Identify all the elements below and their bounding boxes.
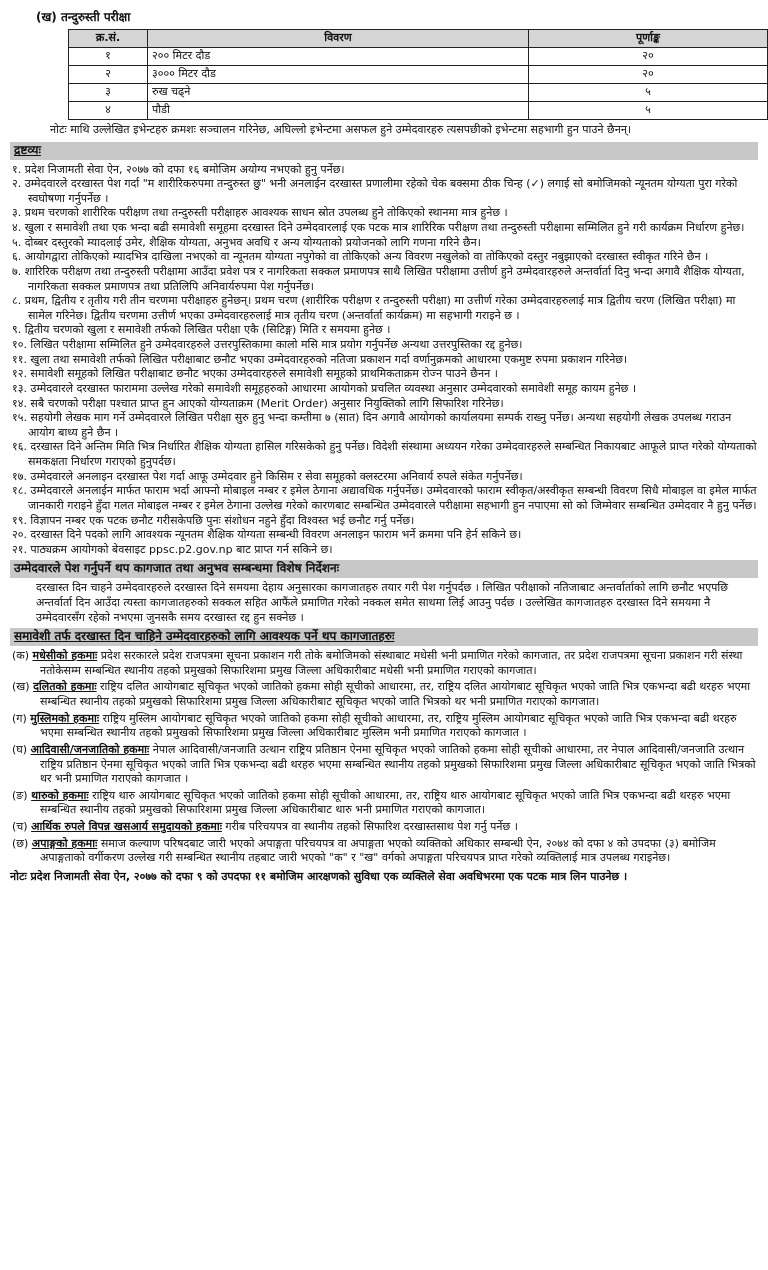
header-serial: क्र.सं.	[69, 29, 148, 47]
list-item: १४. सबै चरणको परीक्षा पश्चात प्राप्त हुन आएको योग्यताक्रम (Merit Order) अनुसार नियुक्तिको लागि सिफारिश गरिनेछ।	[12, 396, 504, 410]
list-item: १५. सहयोगी लेखक माग गर्ने उम्मेदवारले लिखित परीक्षा सुरु हुनु भन्दा कम्तीमा ७ (सात) दिन अगावै आयोगको कार्यालयमा सम्पर्क राख्नु पर्नेछ। अन्यथा सहयोगी लेखक उपलब्ध गराउन आयोग बाध्य हुने छैन ।	[12, 411, 732, 439]
list-item: (छ) अपाङ्गको हकमाः समाज कल्याण परिषदबाट जारी भएको अपाङ्गता परिचयपत्र वा अपाङ्गता भएको व्यक्तिको अधिकार सम्बन्धी ऐन, २०७४ को दफा ४ को उपदफा (३) बमोजिम अपाङ्गताको वर्गीकरण उल्लेख गरी सम्बन्धित स्थानीय तहबाट जारी भएको "क" र "ख" वर्गको अपाङ्गता परिचयपत्र प्राप्त गरेको व्यक्तिलाई मात्र उपलब्ध गराइनेछ।	[12, 836, 716, 865]
document-page	[10, 0, 758, 885]
list-item: (क) मधेसीको हकमाः प्रदेश सरकारले प्रदेश राजपत्रमा सूचना प्रकाशन गरी तोके बमोजिमको संस्थाबाट मधेसी भनी प्रमाणित गरेको कागजात, तर प्रदेश राजपत्रमा सूचना प्रकाशन गरी संस्था नतोकेसम्म सम्बन्धित स्थानीय तहको प्रमुखको सिफारिशमा प्रमुख जिल्ला अधिकारीबाट मधेसी भनी प्रमाणित गराएको कागजात।	[12, 649, 743, 677]
fitness-note: नोटः माथि उल्लेखित इभेन्टहरु क्रमशः सञ्चालन गरिनेछ, अघिल्लो इभेन्टमा असफल हुने उम्मेदवारहरु त्यसपछीको इभेन्टमा सहभागी हुन पाउने छैनन्।	[50, 122, 632, 136]
serial-cell: ४	[69, 101, 148, 119]
list-item: ८. प्रथम, द्वितीय र तृतीय गरी तीन चरणमा परीक्षाहरु हुनेछन्। प्रथम चरण (शारीरिक परीक्षण र तन्दुरुस्ती परीक्षा) मा उत्तीर्ण गरेका उम्मेदवारहरुलाई मात्र द्वितीय चरण (लिखित परीक्षा) मा सामेल गरिनेछ। द्वितीय चरणमा उत्तीर्ण भएका उम्मेदवारहरुलाई मात्र तृतीय चरण (अन्तर्वार्ता कार्यक्रम) मा सहभागी गराइने छ ।	[12, 294, 736, 322]
header-description: विवरण	[148, 29, 529, 47]
fitness-table	[68, 29, 768, 120]
table-header-row	[69, 29, 768, 47]
list-item: २. उम्मेदवारले दरखास्त पेश गर्दा "म शारीरिकरुपमा तन्दुरुस्त छु" भनी अनलाईन दरखास्त प्रणालीमा रहेको चेक बक्समा ठीक चिन्ह (✓) लगाई सो बमोजिमको न्यूनतम योग्यता पुरा गरेको स्वघोषणा गर्नुपर्नेछ ।	[12, 177, 738, 205]
list-item: ७. शारिरिक परीक्षण तथा तन्दुरुस्ती परीक्षामा आउँदा प्रवेश पत्र र नागरिकता सक्कल प्रमाणपत्र साथै लिखित परीक्षामा उत्तीर्ण हुने उम्मेदवारहरुले अन्तर्वार्ता दिनु भन्दा अगावै शैक्षिक योग्यता, नागरिकता सक्कल प्रमाणपत्र तथा प्रतिलिपि अनिवार्यरुपमा पेश गर्नुपर्नेछ।	[12, 264, 745, 293]
list-item: १६. दरखास्त दिने अन्तिम मिति भित्र निर्धारित शैक्षिक योग्यता हासिल गरिसकेको हुनु पर्नेछ। विदेशी संस्थामा अध्ययन गरेका उम्मेदवारहरुले सम्बन्धित निकायबाट आफूले प्राप्त गरेको योग्यताको समकक्षता निर्धारण गराएको हुनुपर्दछ।	[12, 440, 757, 469]
documents-heading: उम्मेदवारले पेश गर्नुपर्ने थप कागजात तथा अनुभव सम्बन्धमा विशेष निर्देशनः	[10, 560, 758, 578]
description-cell: रुख चढ्ने	[148, 83, 529, 101]
list-item: (ङ) थारुको हकमाः राष्ट्रिय थारु आयोगबाट सूचिकृत भएको जातिको हकमा सोही सूचीको आधारमा, तर, राष्ट्रिय थारु आयोगबाट सूचिकृत भएको जाति भित्र एकभन्दा बढी थरहरु भएमा सम्बन्धित स्थानीय तहको प्रमुखको सिफारिशमा प्रमुख जिल्ला अधिकारीबाट थारु भनी प्रमाणित गराएको कागजात।	[12, 788, 731, 817]
notes-heading: द्रष्टव्यः	[10, 142, 758, 160]
final-note: नोटः प्रदेश निजामती सेवा ऐन, २०७७ को दफा ९ को उपदफा ११ बमोजिम आरक्षणको सुविधा एक व्यक्तिले सेवा अवधिभरमा एक पटक मात्र लिन पाउनेछ ।	[10, 869, 628, 883]
list-item: ५. दोब्बर दस्तुरको म्यादलाई उमेर, शैक्षिक योग्यता, अनुभव अवधि र अन्य योग्यताको प्रयोजनको लागि गणना गरिने छैन।	[12, 235, 481, 249]
marks-cell: ५	[529, 101, 768, 119]
list-item: १८. उम्मेदवारले अनलाईन मार्फत फाराम भर्दा आफ्नो मोबाइल नम्बर र इमेल ठेगाना अद्यावधिक गर्नुपर्नेछ। उम्मेदवारको फाराम स्वीकृत/अस्वीकृत सम्बन्धी विवरण सिधै मोबाइल वा इमेल मार्फत जानकारी गराइने हुँदा गलत मोबाइल नम्बर र इमेल ठेगाना उल्लेख गरेको कारणबाट सम्बन्धित उम्मेदवारले परीक्षामा सहभागी हुन नपाएमा सो को जिम्मेवार सम्बन्धित उम्मेदवार नै हुनु पर्नेछ।	[12, 484, 757, 512]
inclusive-list	[10, 649, 758, 866]
description-cell: पौडी	[148, 101, 529, 119]
notes-list	[10, 163, 758, 558]
list-item: ६. आयोगद्वारा तोकिएको म्यादभित्र दाखिला नभएको वा न्यूनतम योग्यता नपुगेको वा तोकिएको अन्य विवरण नखुलेको वा तोकिएको दस्तुर नबुझाएको दरखास्त स्वीकृत गरिने छैन ।	[12, 250, 709, 264]
list-item: १७. उम्मेदवारले अनलाइन दरखास्त पेश गर्दा आफू उम्मेदवार हुने किसिम र सेवा समूहको क्लस्टरमा अनिवार्य रुपले संकेत गर्नुपर्नेछ।	[12, 469, 523, 483]
header-full-marks: पूर्णाङ्क	[529, 29, 768, 47]
table-row	[69, 83, 768, 101]
inclusive-heading: समावेशी तर्फ दरखास्त दिन चाहिने उम्मेदवारहरुको लागि आवश्यक पर्ने थप कागजातहरुः	[10, 628, 758, 646]
list-item: (ख) दलितको हकमाः राष्ट्रिय दलित आयोगबाट सूचिकृत भएको जातिको हकमा सोही सूचीको आधारमा, तर, राष्ट्रिय दलित आयोगबाट सूचिकृत भएको जाति भित्र एकभन्दा बढी थरहरु भएमा सम्बन्धित स्थानीय तहको प्रमुखको सिफारिशमा प्रमुख जिल्ला अधिकारीबाट सूचिकृत भएको जाति भित्रको थर भनी प्रमाणित गराएको कागजात।	[12, 680, 751, 709]
serial-cell: १	[69, 47, 148, 65]
serial-cell: २	[69, 65, 148, 83]
list-item: (घ) आदिवासी/जनजातिको हकमाः नेपाल आदिवासी/जनजाति उत्थान राष्ट्रिय प्रतिष्ठान ऐनमा सूचिकृत भएको जातिको हकमा सोही सूचीको आधारमा, तर नेपाल आदिवासी/जनजाति उत्थान राष्ट्रिय प्रतिष्ठान ऐनमा सूचिकृत भएको जाति भित्र एकभन्दा बढी थरहरु भएमा सम्बन्धित स्थानीय तहको प्रमुखको सिफारिशमा प्रमुख जिल्ला अधिकारीबाट सूचिकृत भएको जाति भित्रको थर भनी प्रमाणित गराएको कागजात ।	[12, 742, 756, 786]
list-item: १. प्रदेश निजामती सेवा ऐन, २०७७ को दफा १६ बमोजिम अयोग्य नभएको हुनु पर्नेछ।	[12, 162, 345, 176]
list-item: ३. प्रथम चरणको शारीरिक परीक्षण तथा तन्दुरुस्ती परीक्षाहरु आवश्यक साधन स्रोत उपलब्ध हुने तोकिएको स्थानमा मात्र हुनेछ ।	[12, 206, 508, 220]
list-item: १९. विज्ञापन नम्बर एक पटक छनौट गरीसकेपछि पुनः संशोधन नहुने हुँदा विश्वस्त भई छनौट गर्नु पर्नेछ।	[12, 513, 415, 527]
list-item: २०. दरखास्त दिने पदको लागि आवश्यक न्यूनतम शैक्षिक योग्यता सम्बन्धी विवरण अनलाइन फाराम भर्ने क्रममा पनि हेर्न सकिने छ।	[12, 528, 522, 542]
table-row	[69, 47, 768, 65]
list-item: १०. लिखित परीक्षामा सम्मिलित हुने उम्मेदवारहरुले उत्तरपुस्तिकामा कालो मसि मात्र प्रयोग गर्नुपर्नेछ अन्यथा उत्तरपुस्तिका रद्द हुनेछ।	[12, 338, 523, 352]
list-item: (ग) मुस्लिमको हकमाः राष्ट्रिय मुस्लिम आयोगबाट सूचिकृत भएको जातिको हकमा सोही सूचीको आधारमा, तर, राष्ट्रिय मुस्लिम आयोगबाट सूचिकृत भएको जाति भित्र एकभन्दा बढी थरहरु भएमा सम्बन्धित स्थानीय तहको प्रमुखको सिफारिशमा प्रमुख जिल्ला अधिकारीबाट मुस्लिम भनी प्रमाणित गराएको कागजात ।	[12, 711, 737, 740]
list-item: ४. खुला र समावेशी तथा एक भन्दा बढी समावेशी समूहमा दरखास्त दिने उम्मेदवारलाई एक पटक मात्र शारिरिक परीक्षण तथा तन्दुरुस्ती परीक्षामा सम्मिलित हुने गरी कार्यक्रम निर्धारण हुनेछ।	[12, 221, 745, 235]
description-cell: ३००० मिटर दौड	[148, 65, 529, 83]
serial-cell: ३	[69, 83, 148, 101]
marks-cell: २०	[529, 47, 768, 65]
table-row	[69, 101, 768, 119]
list-item: १२. समावेशी समूहको लिखित परीक्षाबाट छनौट भएका उम्मेदवारहरुले समावेशी समूहको प्राथमिकताक्रम रोज्न पाउने छैनन ।	[12, 367, 498, 381]
marks-cell: ५	[529, 83, 768, 101]
list-item: २१. पाठ्यक्रम आयोगको बेवसाइट ppsc.p2.gov.np बाट प्राप्त गर्न सकिने छ।	[12, 542, 333, 556]
table-row	[69, 65, 768, 83]
marks-cell: २०	[529, 65, 768, 83]
fitness-heading: (ख) तन्दुरुस्ती परीक्षा	[36, 10, 131, 24]
list-item: ११. खुला तथा समावेशी तर्फको लिखित परीक्षाबाट छनौट भएका उम्मेदवारहरुको नतिजा प्रकाशन गर्दा वर्णानुक्रमको आधारमा एकमुष्ट रुपमा प्रकाशन गरिनेछ।	[12, 352, 628, 366]
description-cell: २०० मिटर दौड	[148, 47, 529, 65]
list-item: ९. द्वितीय चरणको खुला र समावेशी तर्फको लिखित परीक्षा एकै (सिटिङ्ग) मिति र समयमा हुनेछ ।	[12, 323, 391, 337]
list-item: १३. उम्मेदवारले दरखास्त फाराममा उल्लेख गरेको समावेशी समूहहरुको आधारमा आयोगको प्रचलित व्यवस्था अनुसार उम्मेदवारको समावेशी समूह कायम हुनेछ ।	[12, 381, 637, 395]
list-item: (च) आर्थिक रुपले विपन्न खसआर्य समुदायको हकमाः गरीब परिचयपत्र वा स्थानीय तहको सिफारिश दरखास्तसाथ पेश गर्नु पर्नेछ ।	[12, 820, 518, 834]
documents-paragraph: दरखास्त दिन चाहने उम्मेदवारहरुले दरखास्त दिने समयमा देहाय अनुसारका कागजातहरु तयार गरी पेश गर्नुपर्दछ । लिखित परीक्षाको नतिजाबाट अन्तर्वार्ताको लागि छनौट भएपछि अन्तर्वार्ता दिन आउँदा त्यस्ता कागजातहरुको सक्कल सहित आफैंले प्रमाणित गरेको नक्कल समेत साथमा लिई आउनु पर्दछ । उल्लेखित कागजातहरु दरखास्त दिने समयमा नै उम्मेदवारसँग रहेको नभएमा जुनसकै समय दरखास्त रद्द हुन सक्नेछ ।	[36, 581, 728, 624]
